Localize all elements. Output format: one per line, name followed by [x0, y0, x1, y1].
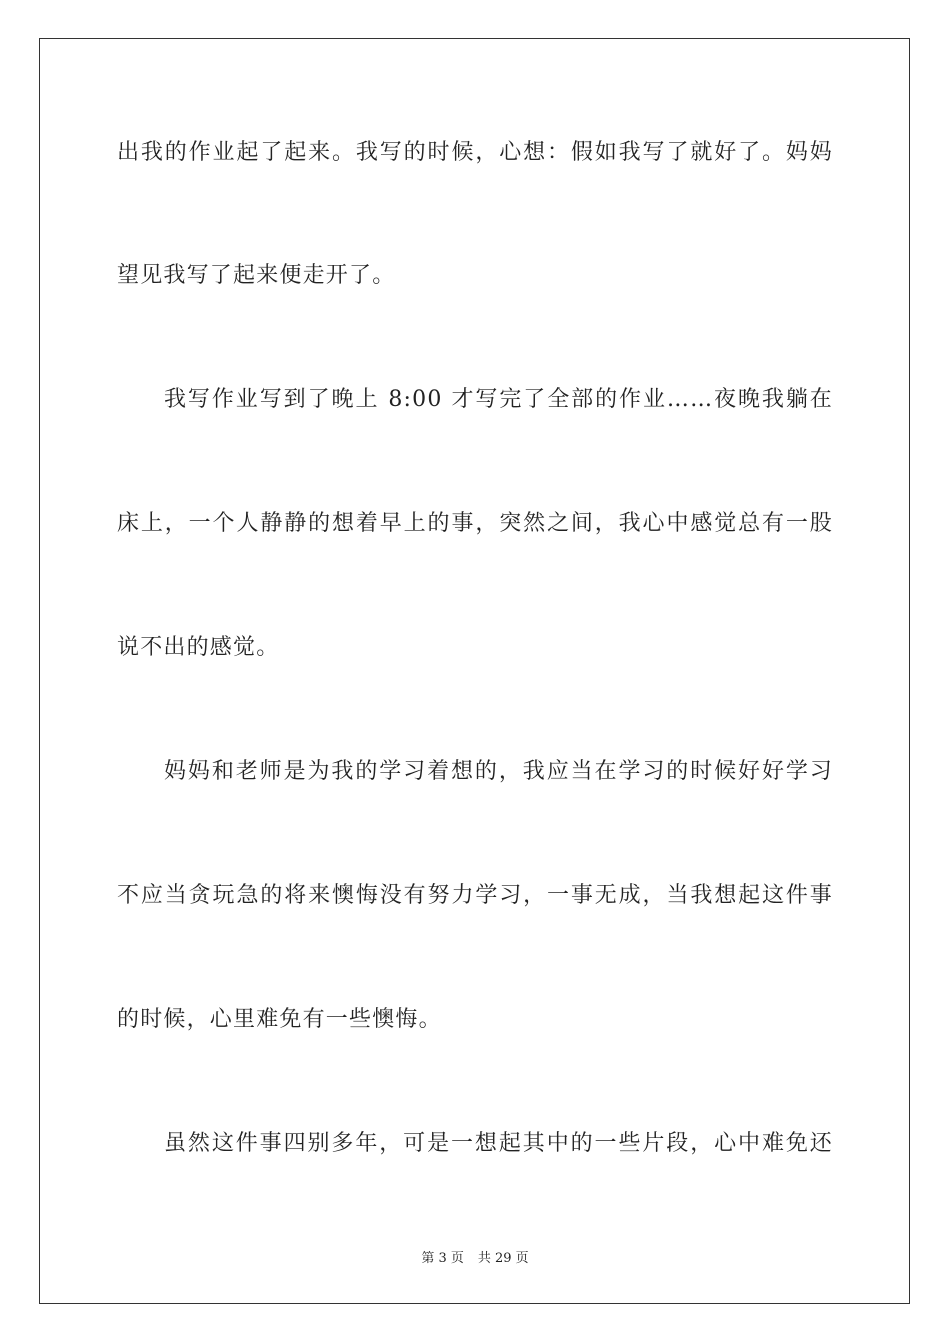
page-footer	[0, 1247, 950, 1266]
text-line-1: 出我的作业起了起来。我写的时候，心想：假如我写了就好了。妈妈	[117, 140, 833, 165]
text-line-2: 望见我写了起来便走开了。	[117, 263, 396, 288]
text-line-3: 我写作业写到了晚上 8:00 才写完了全部的作业……夜晚我躺在	[164, 387, 833, 412]
page-number: 第 3 页	[421, 1251, 464, 1266]
page-total: 共 29 页	[477, 1251, 529, 1266]
text-line-8: 的时候，心里难免有一些懊悔。	[117, 1007, 442, 1032]
page-border	[39, 38, 910, 1304]
text-line-4: 床上，一个人静静的想着早上的事，突然之间，我心中感觉总有一股	[117, 511, 833, 536]
text-line-7: 不应当贪玩急的将来懊悔没有努力学习，一事无成，当我想起这件事	[117, 883, 833, 908]
text-line-5: 说不出的感觉。	[117, 635, 280, 660]
text-line-6: 妈妈和老师是为我的学习着想的，我应当在学习的时候好好学习	[164, 759, 833, 784]
text-line-9: 虽然这件事四别多年，可是一想起其中的一些片段，心中难免还	[164, 1131, 833, 1156]
